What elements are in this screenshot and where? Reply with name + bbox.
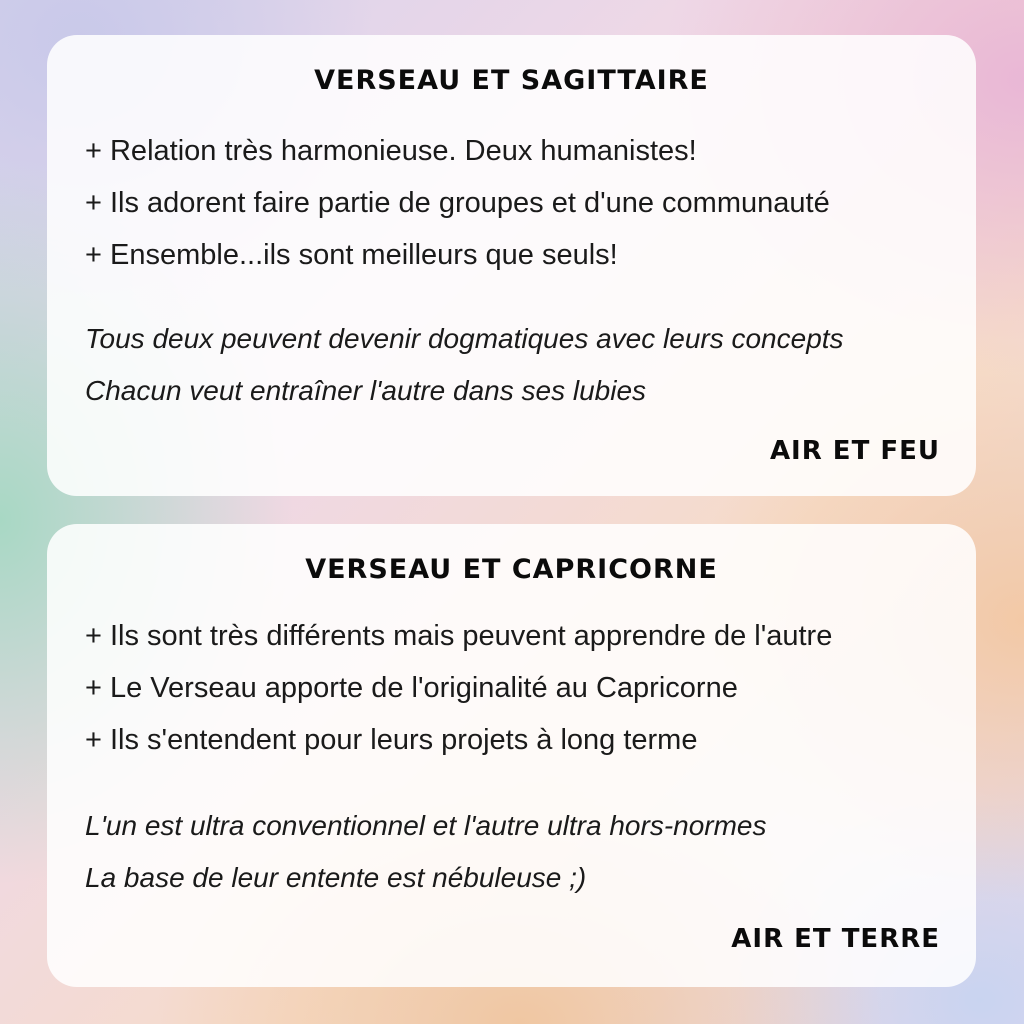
pros-list — [85, 125, 946, 281]
pros-item: + Le Verseau apporte de l'originalité au Capricorne — [85, 672, 738, 704]
compatibility-card-capricorne — [47, 524, 976, 987]
compatibility-card-sagittaire — [47, 35, 976, 496]
cons-list — [85, 313, 946, 417]
pros-item: + Ils sont très différents mais peuvent apprendre de l'autre — [85, 620, 833, 652]
card-title: VERSEAU ET CAPRICORNE — [305, 554, 718, 585]
cons-item: Chacun veut entraîner l'autre dans ses lubies — [85, 375, 647, 406]
cons-item: La base de leur entente est nébuleuse ;) — [85, 862, 587, 893]
cons-item: L'un est ultra conventionnel et l'autre ultra hors-normes — [85, 810, 767, 841]
elements-label: AIR ET FEU — [769, 436, 940, 466]
pros-list — [85, 610, 946, 766]
elements-label: AIR ET TERRE — [731, 924, 940, 954]
card-title: VERSEAU ET SAGITTAIRE — [314, 65, 709, 96]
cons-list — [85, 800, 946, 904]
pros-item: + Relation très harmonieuse. Deux humanistes! — [85, 135, 697, 167]
pros-item: + Ils adorent faire partie de groupes et d'une communauté — [85, 187, 830, 219]
cons-item: Tous deux peuvent devenir dogmatiques avec leurs concepts — [85, 323, 844, 354]
pros-item: + Ils s'entendent pour leurs projets à long terme — [85, 724, 698, 756]
pros-item: + Ensemble...ils sont meilleurs que seuls! — [85, 239, 618, 271]
